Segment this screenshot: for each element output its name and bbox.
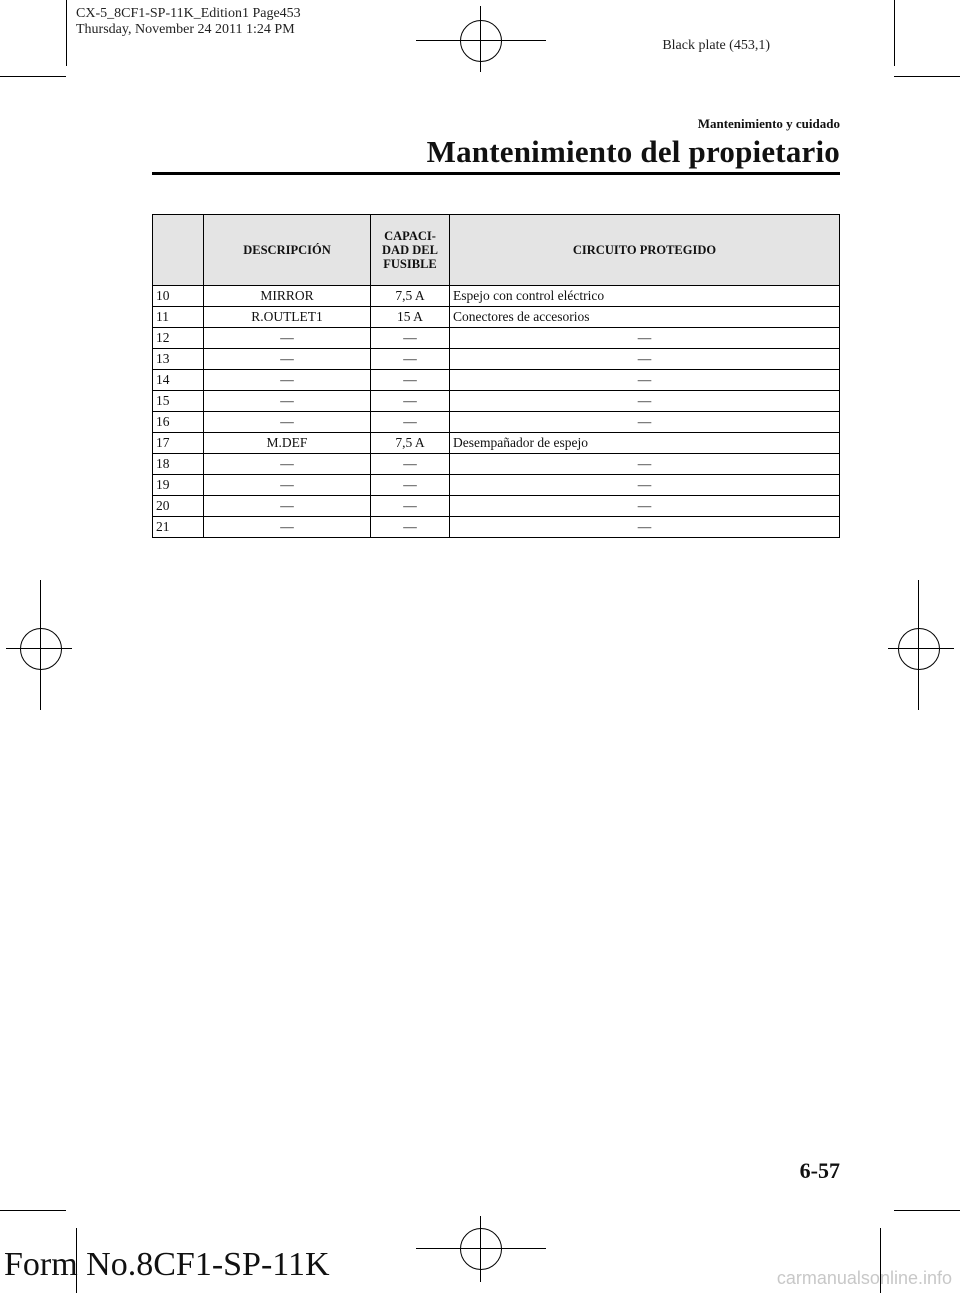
row-capacity: 15 A <box>371 307 450 328</box>
row-capacity: — <box>371 391 450 412</box>
print-info-date: Thursday, November 24 2011 1:24 PM <box>76 22 295 37</box>
row-capacity: 7,5 A <box>371 286 450 307</box>
table-row <box>153 412 840 433</box>
table-row <box>153 433 840 454</box>
section-label: Mantenimiento y cuidado <box>697 116 840 131</box>
fuse-table-body <box>153 286 840 538</box>
row-description: — <box>204 328 371 349</box>
row-description: M.DEF <box>204 433 371 454</box>
row-circuit: — <box>450 475 840 496</box>
table-row <box>153 307 840 328</box>
row-circuit: — <box>450 328 840 349</box>
row-description: MIRROR <box>204 286 371 307</box>
watermark: carmanualsonline.info <box>776 1268 952 1288</box>
row-num: 15 <box>153 391 204 412</box>
header-num <box>153 215 204 286</box>
table-row <box>153 349 840 370</box>
row-capacity: 7,5 A <box>371 433 450 454</box>
header-capacity-line2: DAD DEL <box>382 243 438 257</box>
row-num: 11 <box>153 307 204 328</box>
row-circuit: Conectores de accesorios <box>450 307 840 328</box>
row-description: — <box>204 370 371 391</box>
row-num: 20 <box>153 496 204 517</box>
row-capacity: — <box>371 517 450 538</box>
row-num: 16 <box>153 412 204 433</box>
row-capacity: — <box>371 412 450 433</box>
row-capacity: — <box>371 370 450 391</box>
form-number: Form No.8CF1-SP-11K <box>4 1246 330 1283</box>
row-description: — <box>204 454 371 475</box>
row-description: — <box>204 475 371 496</box>
row-num: 14 <box>153 370 204 391</box>
row-description: — <box>204 349 371 370</box>
table-row <box>153 286 840 307</box>
row-num: 19 <box>153 475 204 496</box>
header-description: DESCRIPCIÓN <box>204 215 371 286</box>
fuse-table <box>152 214 840 538</box>
row-num: 10 <box>153 286 204 307</box>
row-num: 13 <box>153 349 204 370</box>
page-number: 6-57 <box>799 1158 840 1183</box>
plate-label: Black plate (453,1) <box>662 38 770 53</box>
print-info <box>76 6 301 38</box>
row-description: — <box>204 412 371 433</box>
row-description: — <box>204 496 371 517</box>
row-circuit: Desempañador de espejo <box>450 433 840 454</box>
row-capacity: — <box>371 454 450 475</box>
table-row <box>153 517 840 538</box>
table-header-row <box>153 215 840 286</box>
row-circuit: — <box>450 496 840 517</box>
header-capacity-line3: FUSIBLE <box>383 257 437 271</box>
heading-rule <box>152 172 840 175</box>
row-circuit: Espejo con control eléctrico <box>450 286 840 307</box>
row-capacity: — <box>371 496 450 517</box>
row-num: 18 <box>153 454 204 475</box>
row-num: 17 <box>153 433 204 454</box>
row-circuit: — <box>450 412 840 433</box>
header-capacity <box>371 215 450 286</box>
row-description: — <box>204 517 371 538</box>
table-row <box>153 391 840 412</box>
table-row <box>153 496 840 517</box>
row-capacity: — <box>371 349 450 370</box>
row-description: — <box>204 391 371 412</box>
row-num: 12 <box>153 328 204 349</box>
row-capacity: — <box>371 475 450 496</box>
table-row <box>153 328 840 349</box>
table-row <box>153 475 840 496</box>
row-circuit: — <box>450 349 840 370</box>
page-title: Mantenimiento del propietario <box>426 134 840 169</box>
header-capacity-line1: CAPACI- <box>384 229 436 243</box>
row-capacity: — <box>371 328 450 349</box>
row-circuit: — <box>450 454 840 475</box>
row-circuit: — <box>450 391 840 412</box>
row-circuit: — <box>450 370 840 391</box>
row-description: R.OUTLET1 <box>204 307 371 328</box>
row-num: 21 <box>153 517 204 538</box>
table-row <box>153 454 840 475</box>
table-row <box>153 370 840 391</box>
print-info-file: CX-5_8CF1-SP-11K_Edition1 Page453 <box>76 6 301 21</box>
row-circuit: — <box>450 517 840 538</box>
header-circuit: CIRCUITO PROTEGIDO <box>450 215 840 286</box>
